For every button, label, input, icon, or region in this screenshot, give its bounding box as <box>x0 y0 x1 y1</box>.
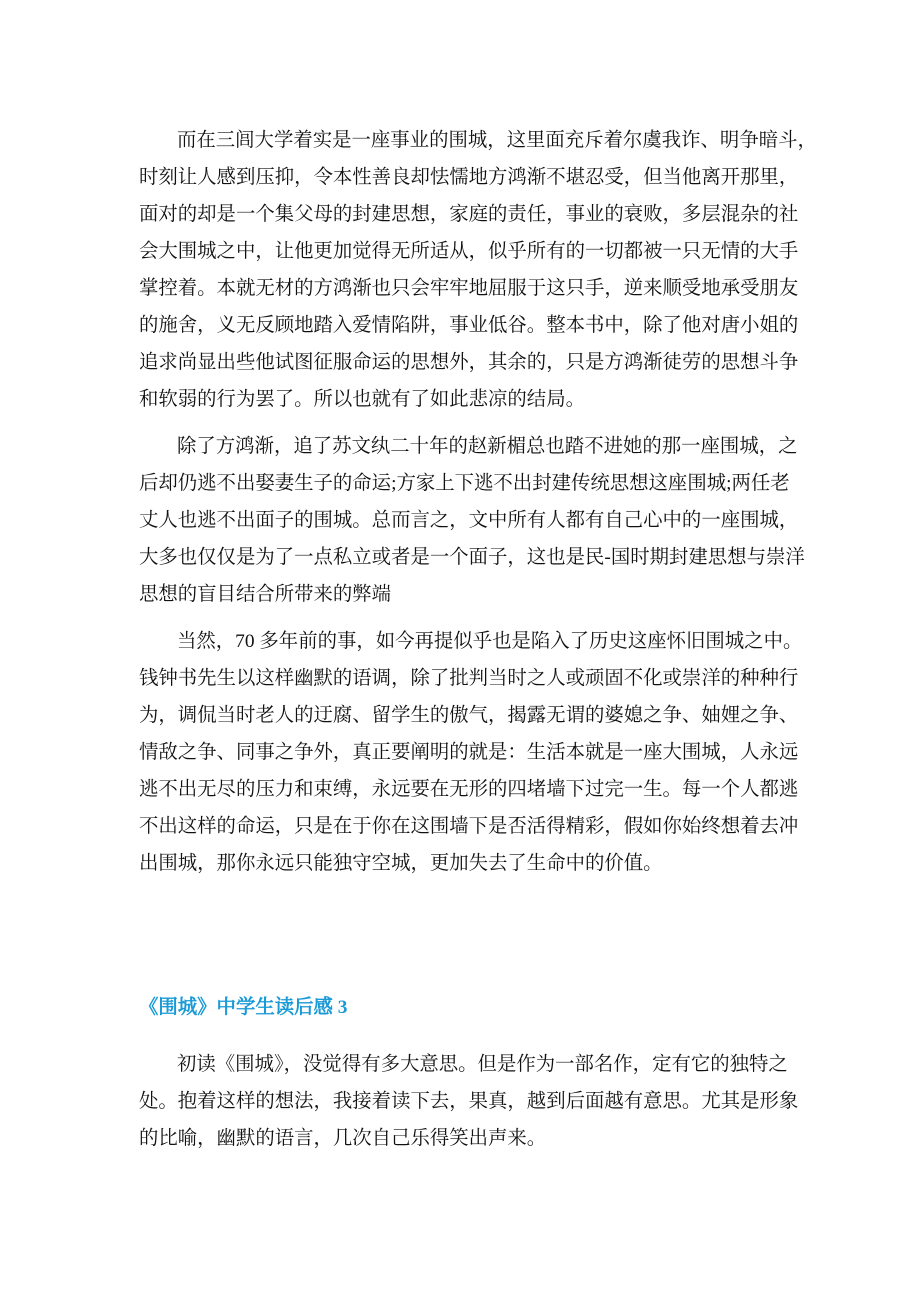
document-page <box>139 122 817 1167</box>
paragraph-life-is-fortress <box>139 623 803 882</box>
text-line: 大多也仅仅是为了一点私立或者是一个面子，这也是民-国时期封建思想与崇洋 <box>139 547 805 568</box>
text-line: 处。抱着这样的想法，我接着读下去，果真，越到后面越有意思。尤其是形象 <box>139 1091 799 1112</box>
text-line: 掌控着。本就无材的方鸿渐也只会牢牢地屈服于这只手，逆来顺受地承受朋友 <box>139 278 799 299</box>
text-line: 会大围城之中，让他更加觉得无所适从，似乎所有的一切都被一只无情的大手 <box>139 241 799 262</box>
paragraph-sanlv-university <box>139 122 817 418</box>
text-line: 出围城，那你永远只能独守空城，更加失去了生命中的价值。 <box>139 853 663 874</box>
text-line: 后却仍逃不出娶妻生子的命运;方家上下逃不出封建传统思想这座围城;两任老 <box>139 473 790 494</box>
text-line: 当然，70 多年前的事，如今再提似乎也是陷入了历史这座怀旧围城之中。 <box>177 631 803 652</box>
text-line: 逃不出无尽的压力和束缚，永远要在无形的四堵墙下过完一生。每一个人都逃 <box>139 779 799 800</box>
text-line: 思想的盲目结合所带来的弊端 <box>139 584 392 605</box>
text-line: 追求尚显出些他试图征服命运的思想外，其余的，只是方鸿渐徒劳的思想斗争 <box>139 352 799 373</box>
text-line: 面对的却是一个集父母的封建思想，家庭的责任，事业的衰败，多层混杂的社 <box>139 204 799 225</box>
text-line: 和软弱的行为罢了。所以也就有了如此悲凉的结局。 <box>139 389 585 410</box>
section-heading: 《围城》中学生读后感 3 <box>139 997 348 1018</box>
text-line: 初读《围城》，没觉得有多大意思。但是作为一部名作，定有它的独特之 <box>177 1054 788 1075</box>
text-line: 钱钟书先生以这样幽默的语调，除了批判当时之人或顽固不化或崇洋的种种行 <box>139 668 799 689</box>
text-line: 丈人也逃不出面子的围城。总而言之，文中所有人都有自己心中的一座围城， <box>139 510 799 531</box>
text-line: 为，调侃当时老人的迂腐、留学生的傲气，揭露无谓的婆媳之争、妯娌之争、 <box>139 705 799 726</box>
text-line: 的施舍，义无反顾地踏入爱情陷阱，事业低谷。整本书中，除了他对唐小姐的 <box>139 315 799 336</box>
spacer <box>139 892 784 989</box>
text-line: 不出这样的命运，只是在于你在这围墙下是否活得精彩，假如你始终想着去冲 <box>139 816 799 837</box>
paragraph-other-characters <box>139 428 805 613</box>
text-line: 而在三闾大学着实是一座事业的围城，这里面充斥着尔虞我诈、明争暗斗， <box>177 130 817 151</box>
paragraph-first-reading <box>139 1046 799 1157</box>
text-line: 除了方鸿渐，追了苏文纨二十年的赵新楣总也踏不进她的那一座围城，之 <box>177 436 798 457</box>
text-line: 时刻让人感到压抑，令本性善良却怯懦地方鸿渐不堪忍受，但当他离开那里， <box>139 167 799 188</box>
text-line: 情敌之争、同事之争外，真正要阐明的就是：生活本就是一座大围城，人永远 <box>139 742 799 763</box>
text-line: 的比喻，幽默的语言，几次自己乐得笑出声来。 <box>139 1128 547 1149</box>
